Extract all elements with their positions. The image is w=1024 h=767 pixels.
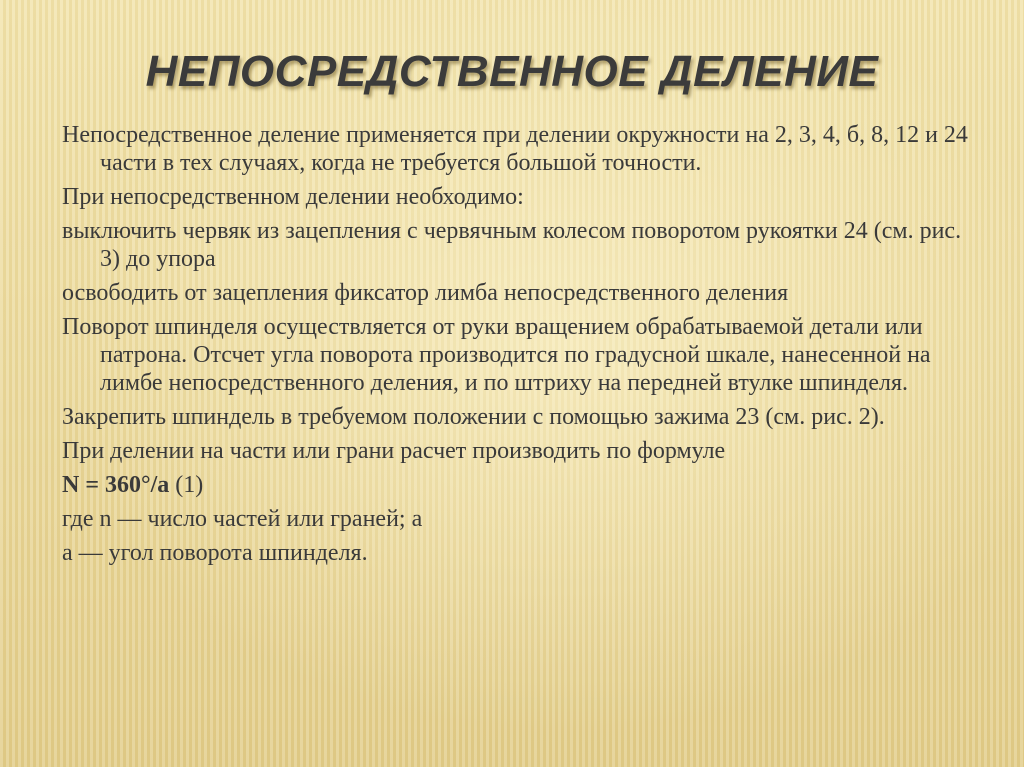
slide-title: НЕПОСРЕДСТВЕННОЕ ДЕЛЕНИЕ <box>145 47 879 96</box>
paragraph-release-latch: освободить от зацепления фиксатор лимба непосредственного деления <box>62 280 789 306</box>
paragraph-formula-intro: При делении на части или грани расчет производить по формуле <box>62 438 726 464</box>
formula-number: (1) <box>169 472 204 498</box>
paragraph-disengage-worm: выключить червяк из зацепления с червячным колесом поворотом рукоятки 24 (см. рис. 3) до упора <box>62 218 962 272</box>
paragraph-intro: Непосредственное деление применяется при делении окружности на 2, 3, 4, б, 8, 12 и 24 части в тех случаях, когда не требуется большой точности. <box>62 122 968 176</box>
paragraph-spindle-rotation: Поворот шпинделя осуществляется от руки вращением обрабатываемой детали или патрона. Отсчет угла поворота производится по градусной шкале, нанесенной на лимбе непосредственного деления, и по штриху на передней втулке шпинделя. <box>62 314 931 396</box>
title-area <box>0 42 1024 102</box>
legend-n: где n — число частей или граней; а <box>62 506 423 532</box>
formula-line <box>62 471 972 499</box>
paragraph-requirements-heading: При непосредственном делении необходимо: <box>62 184 524 210</box>
formula-expression: N = 360°/a <box>62 472 170 498</box>
slide-body <box>62 121 972 573</box>
legend-a: а — угол поворота шпинделя. <box>62 540 368 566</box>
paragraph-clamp-spindle: Закрепить шпиндель в требуемом положении с помощью зажима 23 (см. рис. 2). <box>62 404 885 430</box>
